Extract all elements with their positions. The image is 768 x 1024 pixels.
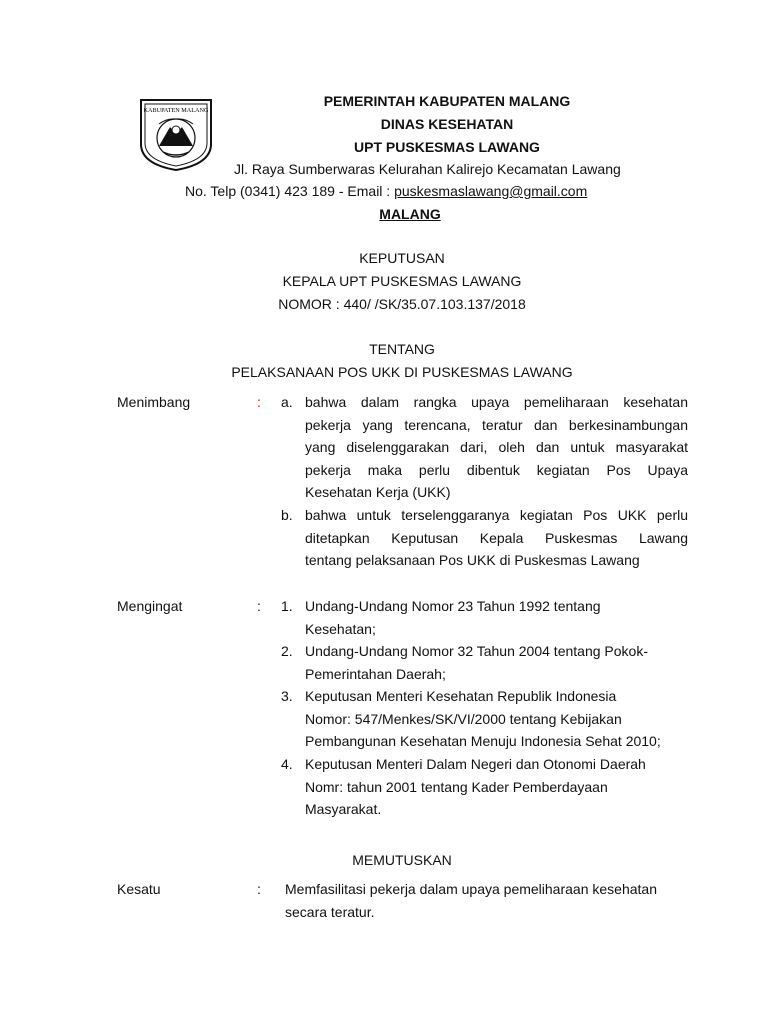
menimbang-b-line-1: bahwa untuk terselenggaranya kegiatan Pos UKK perlu: [305, 507, 688, 523]
mengingat-marker-3: 3.: [281, 688, 293, 704]
menimbang-a-line-4: pekerja maka perlu dibentuk kegiatan Pos Upaya: [305, 461, 688, 478]
kesatu-line-2: secara teratur.: [285, 903, 375, 920]
menimbang-item-a: [305, 391, 688, 504]
title-subject: PELAKSANAAN POS UKK DI PUSKESMAS LAWANG: [231, 364, 573, 380]
mengingat-4-line-3: Masyarakat.: [305, 801, 382, 817]
header-city: MALANG: [379, 206, 441, 222]
title-tentang: TENTANG: [369, 341, 435, 357]
mengingat-item-1: [305, 595, 688, 640]
mengingat-3-line-2: Nomor: 547/Menkes/SK/VI/2000 tentang Kebijakan: [305, 710, 622, 727]
menimbang-item-b: [305, 504, 688, 572]
mengingat-2-line-1: Undang-Undang Nomor 32 Tahun 2004 tentang Pokok-: [305, 643, 648, 659]
header-unit: UPT PUSKESMAS LAWANG: [354, 139, 540, 155]
header-government: PEMERINTAH KABUPATEN MALANG: [323, 93, 571, 109]
mengingat-3-line-3: Pembangunan Kesehatan Menuju Indonesia Sehat 2010;: [305, 733, 661, 749]
mengingat-4-line-1: Keputusan Menteri Dalam Negeri dan Otonomi Daerah: [305, 756, 646, 772]
mengingat-label: Mengingat: [117, 598, 183, 614]
mengingat-marker-4: 4.: [281, 756, 293, 772]
mengingat-1-line-2: Kesehatan;: [305, 620, 376, 637]
mengingat-1-line-1: Undang-Undang Nomor 23 Tahun 1992 tentang: [305, 598, 601, 614]
header-email[interactable]: puskesmaslawang@gmail.com: [394, 183, 588, 199]
kesatu-label: Kesatu: [117, 881, 161, 897]
kesatu-colon: :: [257, 881, 261, 897]
mengingat-marker-2: 2.: [281, 643, 293, 659]
mengingat-3-line-1: Keputusan Menteri Kesehatan Republik Indonesia: [305, 688, 617, 704]
header-phone: No. Telp (0341) 423 189 - Email :: [185, 183, 395, 199]
mengingat-item-3: [305, 685, 688, 753]
menimbang-b-line-2: ditetapkan Keputusan Kepala Puskesmas Lawang: [305, 529, 688, 546]
mengingat-item-2: [305, 640, 688, 685]
mengingat-2-line-2: Pemerintahan Daerah;: [305, 665, 446, 682]
memutuskan-heading: MEMUTUSKAN: [352, 852, 452, 868]
mengingat-4-line-2: Nomr: tahun 2001 tentang Kader Pemberdayaan: [305, 778, 608, 795]
menimbang-marker-a: a.: [281, 394, 293, 410]
title-nomor: NOMOR : 440/ /SK/35.07.103.137/2018: [278, 296, 526, 312]
menimbang-marker-b: b.: [281, 507, 293, 523]
mengingat-marker-1: 1.: [281, 598, 293, 614]
header-department: DINAS KESEHATAN: [380, 116, 514, 132]
menimbang-a-line-1: bahwa dalam rangka upaya pemeliharaan kesehatan: [305, 394, 688, 410]
menimbang-a-line-5: Kesehatan Kerja (UKK): [305, 484, 451, 500]
title-kepala: KEPALA UPT PUSKESMAS LAWANG: [282, 273, 522, 289]
menimbang-b-line-3: tentang pelaksanaan Pos UKK di Puskesmas Lawang: [305, 552, 640, 568]
menimbang-a-line-3: yang diselenggarakan dari, oleh dan untuk masyarakat: [305, 439, 688, 455]
header-city-row: [0, 203, 768, 225]
menimbang-label: Menimbang: [117, 394, 191, 410]
header-contact: [185, 180, 587, 202]
kesatu-line-1: Memfasilitasi pekerja dalam upaya pemeliharaan kesehatan: [285, 881, 657, 897]
header-address: Jl. Raya Sumberwaras Kelurahan Kalirejo Kecamatan Lawang: [234, 161, 621, 177]
svg-text:KABUPATEN MALANG: KABUPATEN MALANG: [143, 107, 209, 114]
menimbang-colon: :: [257, 394, 261, 410]
mengingat-colon: :: [257, 598, 261, 614]
title-keputusan: KEPUTUSAN: [359, 250, 445, 266]
mengingat-item-4: [305, 753, 688, 821]
kesatu-text: [285, 878, 688, 923]
menimbang-a-line-2: pekerja yang terencana, teratur dan berkesinambungan: [305, 416, 688, 433]
